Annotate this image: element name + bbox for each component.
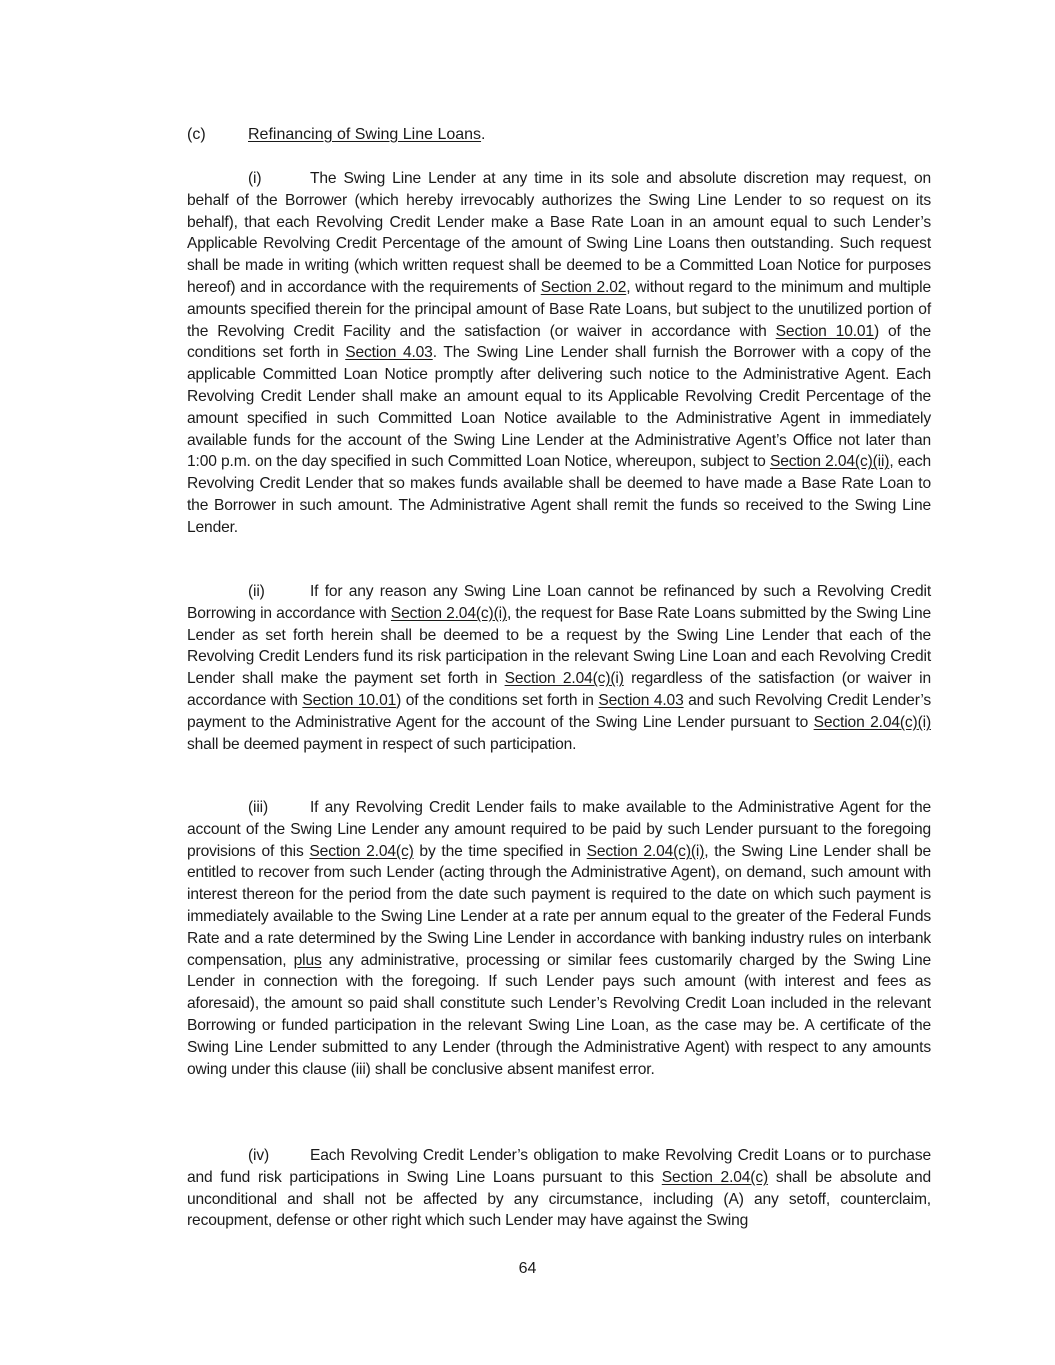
section-label: (c) [187, 126, 206, 143]
cross-reference: Section 2.04(c)(ii) [769, 453, 890, 471]
paragraph-iv [187, 1145, 931, 1232]
cross-reference: Section 10.01 [775, 322, 874, 340]
clause-number: (iii) [248, 799, 269, 816]
clause-number: (ii) [248, 583, 265, 600]
paragraph-text: regardless of the satisfaction (or waiver in accordance with [187, 670, 931, 709]
clause-number: (iv) [248, 1147, 270, 1164]
paragraph-text: ) of the conditions set forth in [187, 322, 932, 362]
paragraph-text: Each Revolving Credit Lender’s obligation to make Revolving Credit Loans or to purchase and fund risk participations in Swing Line Loans pursuant to this [187, 1147, 931, 1186]
paragraph-text: any administrative, processing or similar fees customarily charged by the Swing Line Lender in connection with the foregoing. If such Lender pays such amount (with interest and fees as aforesaid), the amount so paid shall constitute such Lender’s Revolving Credit Loan included in the relevant Borrowing or funded participation in the relevant Swing Line Loan, as the case may be. A certificate of the Swing Line Lender submitted to any Lender (through the Administrative Agent) with respect to any amounts owing under this clause (iii) shall be conclusive absent manifest error. [187, 951, 932, 1078]
cross-reference: Section 2.04(c)(i) [813, 713, 931, 731]
page-number: 64 [518, 1260, 537, 1277]
section-title: Refinancing of Swing Line Loans [248, 126, 482, 143]
section-title-period: . [481, 126, 486, 143]
cross-reference: Section 2.04(c)(i) [390, 604, 507, 622]
paragraph-ii [187, 581, 931, 755]
paragraph-text: , the request for Base Rate Loans submitted by the Swing Line Lender as set forth herein shall be deemed to be a request by the Swing Line Lender that each of the Revolving Credit Lenders fund its risk participation in the relevant Swing Line Loan and each Revolving Credit Lender shall make the payment set forth in [187, 604, 932, 688]
paragraph-text: . The Swing Line Lender shall furnish the Borrower with a copy of the applicable Committed Loan Notice promptly after delivering such notice to the Administrative Agent. Each Revolving Credit Lender shall make an amount equal to its Applicable Revolving Credit Percentage of the amount specified in such Committed Loan Notice available to the Administrative Agent in immediately available funds for the account of the Swing Line Lender at the Administrative Agent’s Office not later than 1:00 p.m. on the day specified in such Committed Loan Notice, whereupon, subject to [187, 344, 931, 471]
paragraph-iii [187, 797, 931, 1080]
cross-reference: Section 2.04(c) [661, 1168, 769, 1186]
paragraph-text: If any Revolving Credit Lender fails to make available to the Administrative Agent for the account of the Swing Line Lender any amount required to be paid by such Lender pursuant to the foregoing provisions of this [187, 799, 931, 860]
paragraph-text: ) of the conditions set forth in [396, 691, 599, 709]
paragraph-text: and such Revolving Credit Lender’s payment to the Administrative Agent for the account of the Swing Line Lender pursuant to [187, 691, 931, 731]
section-heading [187, 124, 486, 146]
cross-reference: Section 2.02 [540, 278, 627, 296]
paragraph-text: , without regard to the minimum and multiple amounts specified therein for the principal amount of Base Rate Loans, but subject to the unutilized portion of the Revolving Credit Facility and the satisfaction (or waiver in accordance with [187, 278, 931, 340]
cross-reference: Section 4.03 [598, 691, 684, 709]
cross-reference: Section 10.01 [302, 691, 397, 709]
clause-number: (i) [248, 170, 262, 187]
cross-reference: Section 2.04(c)(i) [586, 842, 705, 860]
paragraph-text: shall be deemed payment in respect of such participation. [187, 735, 577, 753]
cross-reference: Section 4.03 [345, 344, 433, 362]
paragraph-text: shall be absolute and unconditional and shall not be affected by any circumstance, including (A) any setoff, counterclaim, recoupment, defense or other right which such Lender may have against the Swing [187, 1168, 931, 1230]
paragraph-text: by the time specified in [413, 842, 587, 860]
paragraph-i [187, 168, 931, 539]
paragraph-text: , the Swing Line Lender shall be entitled to recover from such Lender (acting through the Administrative Agent), on demand, such amount with interest thereon for the period from the date such payment is required to the date on which such payment is immediately available to the Swing Line Lender at a rate per annum equal to the greater of the Federal Funds Rate and a rate determined by the Swing Line Lender in accordance with banking industry rules on interbank compensation, [187, 842, 932, 969]
emphasis-term: plus [293, 951, 322, 969]
paragraph-text: , each Revolving Credit Lender that so makes funds available shall be deemed to have made a Base Rate Loan to the Borrower in such amount. The Administrative Agent shall remit the funds so received to the Swing Line Lender. [187, 453, 931, 536]
paragraph-text: If for any reason any Swing Line Loan cannot be refinanced by such a Revolving Credit Borrowing in accordance with [187, 583, 931, 622]
cross-reference: Section 2.04(c)(i) [504, 670, 624, 688]
cross-reference: Section 2.04(c) [309, 842, 414, 860]
paragraph-text: The Swing Line Lender at any time in its sole and absolute discretion may request, on behalf of the Borrower (which hereby irrevocably authorizes the Swing Line Lender to so request on its behalf), that each Revolving Credit Lender make a Base Rate Loan in an amount equal to such Lender’s Applicable Revolving Credit Percentage of the amount of Swing Line Loans then outstanding. Such request shall be made in writing (which written request shall be deemed to be a Committed Loan Notice for purposes hereof) and in accordance with the requirements of [187, 170, 931, 296]
